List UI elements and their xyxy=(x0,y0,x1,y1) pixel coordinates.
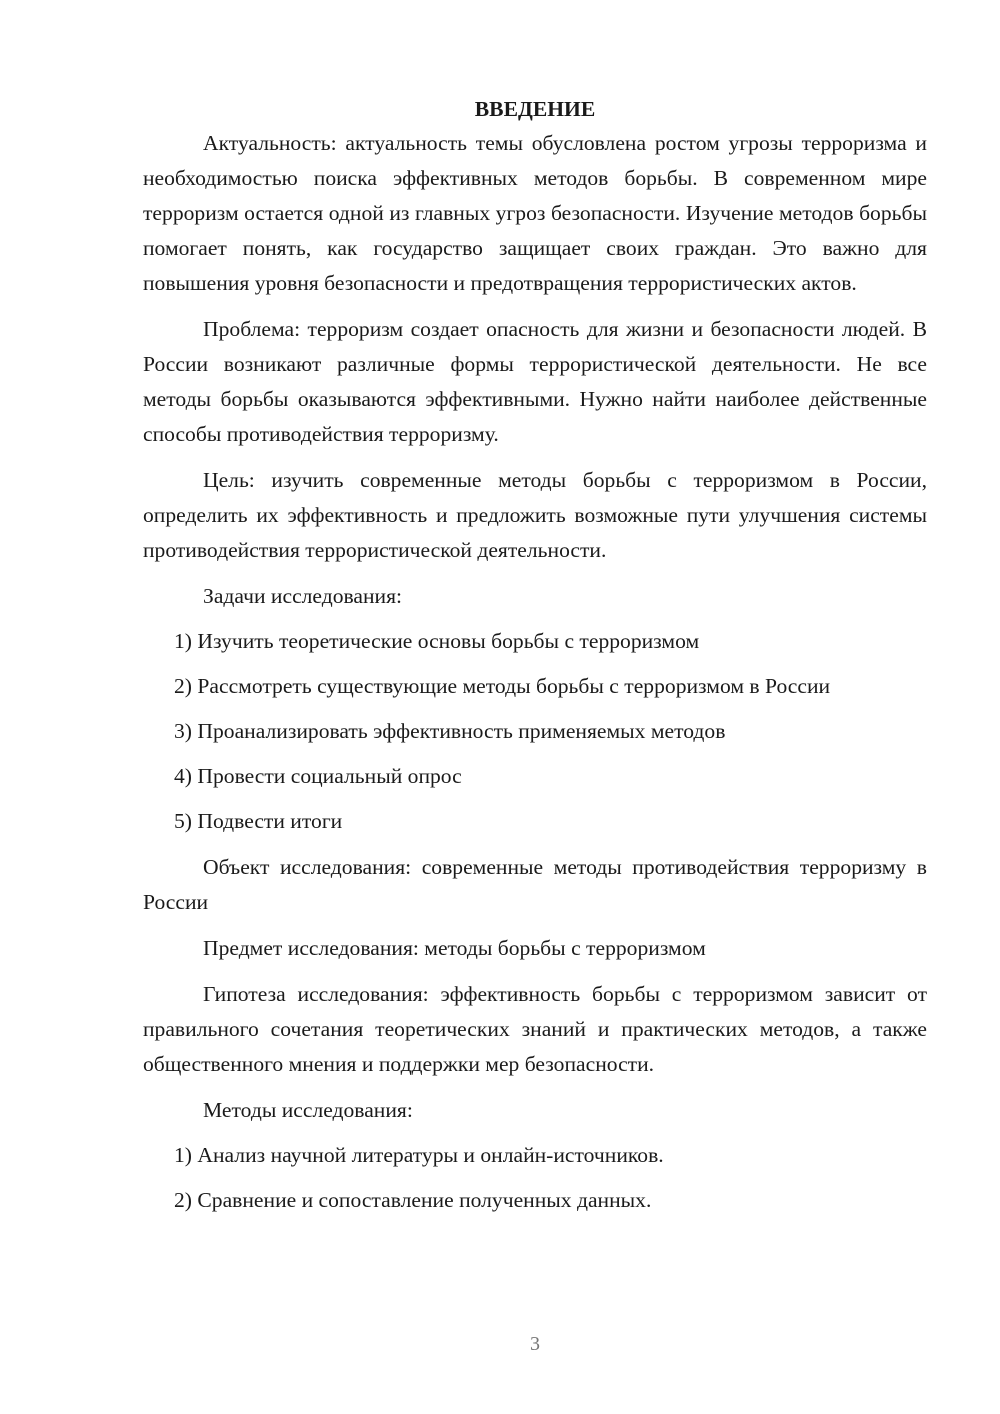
page-title: ВВЕДЕНИЕ xyxy=(474,97,596,121)
methods-label: Методы исследования: xyxy=(203,1098,413,1122)
task-item: 5) Подвести итоги xyxy=(174,809,343,833)
object-paragraph: Объект исследования: современные методы противодействия терроризму в России xyxy=(143,855,927,914)
goal-paragraph: Цель: изучить современные методы борьбы с терроризмом в России, определить их эффективность и предложить возможные пути улучшения системы противодействия террористической деятельности. xyxy=(143,468,927,562)
tasks-label: Задачи исследования: xyxy=(203,584,403,608)
task-item: 2) Рассмотреть существующие методы борьбы с терроризмом в России xyxy=(174,674,831,698)
problem-paragraph: Проблема: терроризм создает опасность для жизни и безопасности людей. В России возникают различные формы террористической деятельности. Не все методы борьбы оказываются эффективными. Нужно найти наиболее действенные способы противодействия терроризму. xyxy=(143,317,927,446)
tasks-list xyxy=(143,624,927,839)
subject-paragraph: Предмет исследования: методы борьбы с терроризмом xyxy=(203,936,706,960)
page-number: 3 xyxy=(530,1333,540,1355)
relevance-paragraph: Актуальность: актуальность темы обусловлена ростом угрозы терроризма и необходимостью поиска эффективных методов борьбы. В современном мире терроризм остается одной из главных угроз безопасности. Изучение методов борьбы помогает понять, как государство защищает своих граждан. Это важно для повышения уровня безопасности и предотвращения террористических актов. xyxy=(143,131,927,295)
task-item: 1) Изучить теоретические основы борьбы с терроризмом xyxy=(174,629,700,653)
document-page xyxy=(143,92,927,1218)
task-item: 3) Проанализировать эффективность применяемых методов xyxy=(174,719,726,743)
method-item: 1) Анализ научной литературы и онлайн-источников. xyxy=(174,1143,664,1167)
hypothesis-paragraph: Гипотеза исследования: эффективность борьбы с терроризмом зависит от правильного сочетания теоретических знаний и практических методов, а также общественного мнения и поддержки мер безопасности. xyxy=(143,982,927,1076)
method-item: 2) Сравнение и сопоставление полученных данных. xyxy=(174,1188,652,1212)
task-item: 4) Провести социальный опрос xyxy=(174,764,462,788)
methods-list xyxy=(143,1138,927,1218)
